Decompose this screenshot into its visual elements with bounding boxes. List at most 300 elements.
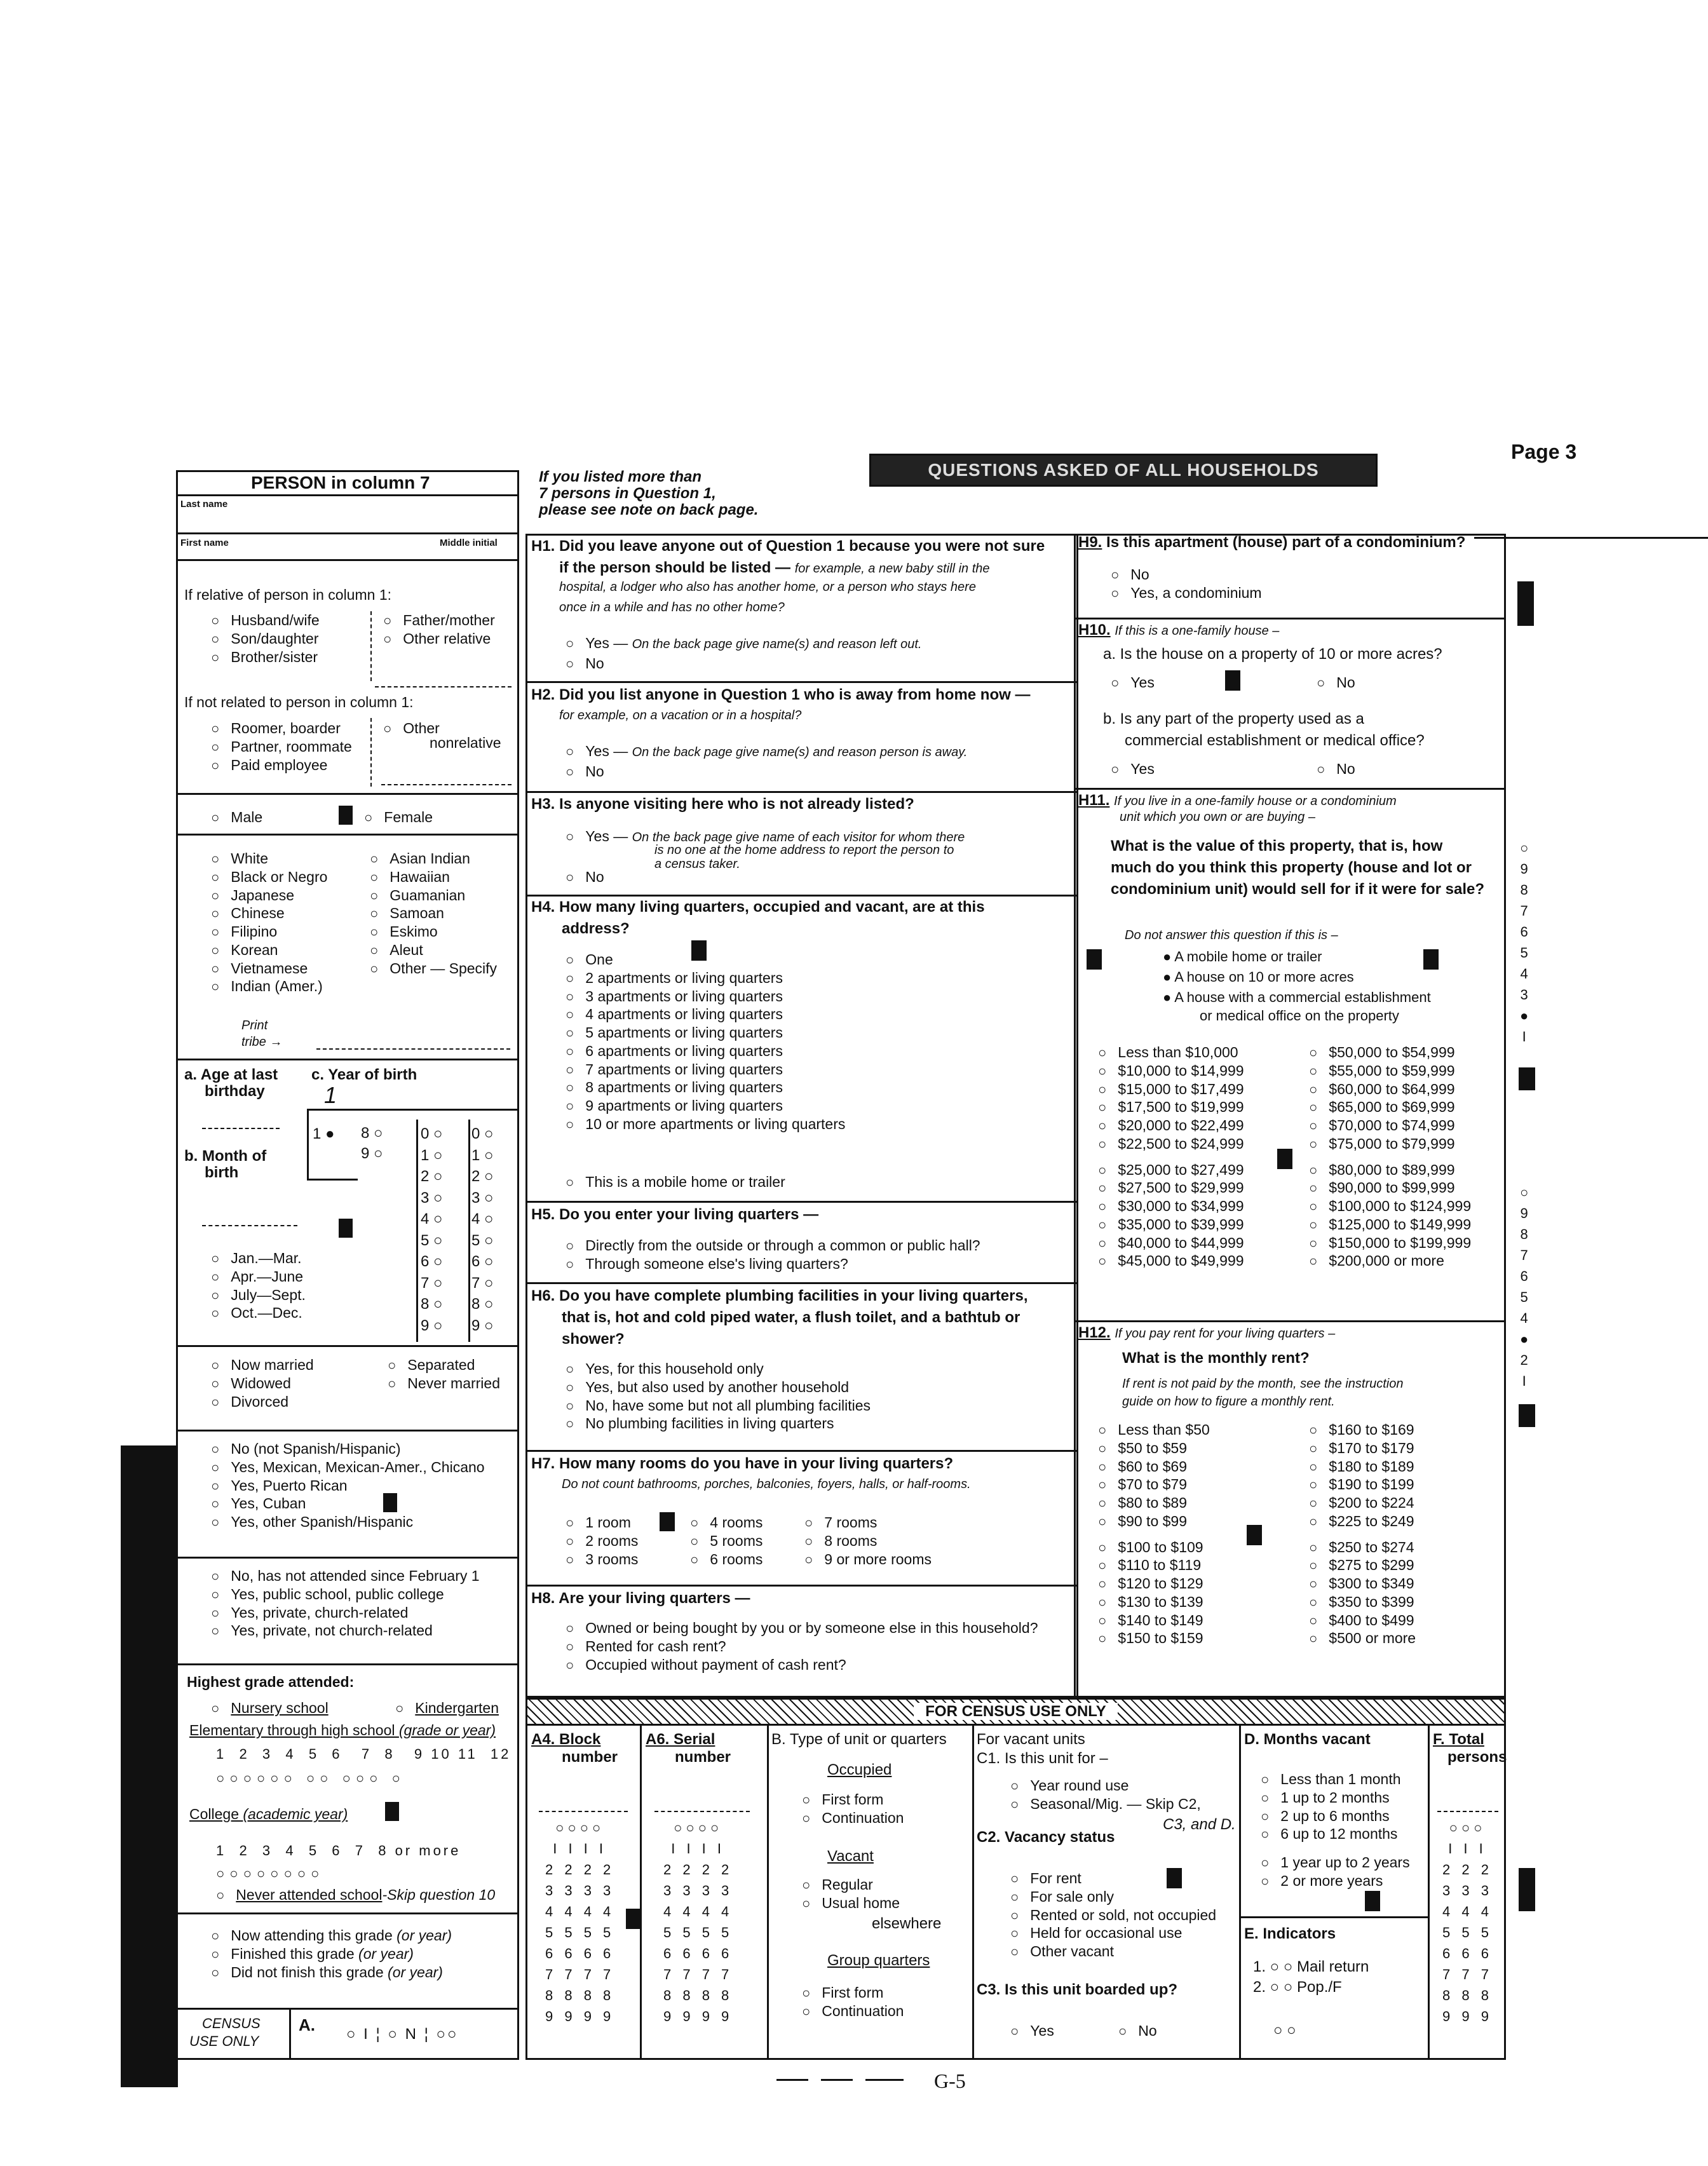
college-circles[interactable]: ○○○○○○○○: [216, 1865, 325, 1881]
c1-options: [1010, 1777, 1201, 1813]
year-digit[interactable]: 9 ○: [421, 1317, 443, 1334]
finished-option[interactable]: [211, 1945, 452, 1963]
h9-option[interactable]: ○ Yes, a condominium: [1111, 584, 1262, 602]
rent-option[interactable]: ○ $50 to $59: [1098, 1439, 1210, 1458]
year-digit[interactable]: 8 ○: [471, 1296, 494, 1313]
c2-option[interactable]: ○ For rent: [1010, 1869, 1216, 1888]
timing-mark: [339, 1219, 353, 1238]
elementary-circles[interactable]: ○○○○○○ ○○ ○○○ ○: [216, 1770, 405, 1786]
marital-right: [388, 1356, 500, 1393]
h2-yes-note: On the back page give name(s) and reason person is away.: [632, 745, 968, 759]
rule: [525, 791, 1078, 793]
h2-no[interactable]: ○ No: [566, 762, 604, 781]
relative-option[interactable]: ○ Son/daughter: [211, 630, 320, 648]
race-option[interactable]: ○ White: [211, 849, 327, 868]
value-option[interactable]: ○ $20,000 to $22,499: [1098, 1116, 1244, 1135]
h10-heading: [1078, 621, 1279, 640]
h9-options: [1111, 565, 1262, 602]
value-option[interactable]: ○ $65,000 to $69,999: [1309, 1098, 1471, 1116]
spanish-option[interactable]: ○ Yes, other Spanish/Hispanic: [211, 1513, 485, 1531]
value-option[interactable]: ○ $125,000 to $149,999: [1309, 1215, 1471, 1234]
redaction-bar: [121, 1445, 178, 2087]
year-digit[interactable]: 2 ○: [471, 1168, 494, 1185]
year-digit[interactable]: 0 ○: [421, 1125, 443, 1142]
census-use-title: FOR CENSUS USE ONLY: [914, 1703, 1118, 1720]
h8-option[interactable]: ○ Occupied without payment of cash rent?: [566, 1656, 1038, 1674]
h10-note: If this is a one-family house –: [1115, 624, 1280, 638]
rent-option[interactable]: ○ $200 to $224: [1309, 1494, 1416, 1512]
h1-note-3: once in a while and has no other home?: [559, 600, 785, 614]
race-option[interactable]: ○ Korean: [211, 941, 327, 959]
rent-option[interactable]: ○ $110 to $119: [1098, 1556, 1210, 1574]
d-option[interactable]: ○ Less than 1 month: [1261, 1770, 1410, 1789]
relative-option[interactable]: ○ Husband/wife: [211, 611, 320, 630]
h5-option[interactable]: ○ Directly from the outside or through a common or public hall?: [566, 1236, 980, 1255]
h12-note: If you pay rent for your living quarters –: [1115, 1327, 1336, 1341]
race-option[interactable]: ○ Other — Specify: [370, 959, 497, 978]
h6-option[interactable]: ○ Yes, but also used by another household: [566, 1378, 871, 1397]
year-digit[interactable]: 5 ○: [471, 1231, 494, 1249]
vacant-option[interactable]: ○ Usual home: [802, 1894, 900, 1912]
a6-label-2: number: [675, 1749, 731, 1766]
race-option[interactable]: ○ Chinese: [211, 904, 327, 923]
school-option[interactable]: ○ Yes, private, church-related: [211, 1604, 480, 1622]
write-in-line: [375, 686, 512, 687]
h8-option[interactable]: ○ Owned or being bought by you or by someone else in this household?: [566, 1619, 1038, 1637]
c1-option[interactable]: ○ Year round use: [1010, 1777, 1201, 1795]
value-option[interactable]: ○ $25,000 to $27,499: [1098, 1161, 1244, 1179]
age-label: a. Age at last: [184, 1066, 278, 1083]
rooms-option[interactable]: ○ 9 or more rooms: [804, 1550, 932, 1569]
year-digit[interactable]: 3 ○: [421, 1189, 443, 1207]
census-use-header: [525, 1698, 1506, 1726]
h4-option[interactable]: ○ 4 apartments or living quarters: [566, 1005, 845, 1024]
rent-option[interactable]: ○ $225 to $249: [1309, 1512, 1416, 1531]
h11-values-left: [1098, 1043, 1244, 1270]
race-option[interactable]: ○ Hawaiian: [370, 868, 497, 886]
h5-option[interactable]: ○ Through someone else's living quarters?: [566, 1255, 980, 1273]
not-related-prompt: If not related to person in column 1:: [184, 694, 414, 710]
h1-question: [531, 538, 1045, 556]
marital-option[interactable]: ○ Divorced: [211, 1393, 314, 1411]
h8-question: [531, 1590, 750, 1608]
d-options: [1261, 1770, 1410, 1890]
h4-mobile[interactable]: ○ This is a mobile home or trailer: [566, 1173, 785, 1191]
never-attended-label: Never attended school: [236, 1886, 383, 1903]
year-digit[interactable]: 1 ○: [421, 1146, 443, 1164]
relative-options: [211, 611, 320, 666]
year-digit[interactable]: 3 ○: [471, 1189, 494, 1207]
occupied-option[interactable]: ○ First form: [802, 1790, 904, 1809]
value-option[interactable]: ○ $35,000 to $39,999: [1098, 1215, 1244, 1234]
marital-option[interactable]: ○ Widowed: [211, 1374, 314, 1393]
year-digit[interactable]: 6 ○: [421, 1253, 443, 1270]
rule: [176, 1430, 519, 1432]
never-attended-option[interactable]: [216, 1886, 495, 1904]
rent-option[interactable]: ○ $60 to $69: [1098, 1458, 1210, 1476]
finished-option[interactable]: [211, 1963, 452, 1982]
value-option[interactable]: ○ $22,500 to $24,999: [1098, 1135, 1244, 1153]
year-digit[interactable]: 5 ○: [421, 1231, 443, 1249]
h1-text-2: if the person should be listed —: [559, 559, 791, 576]
school-options: [211, 1567, 480, 1640]
finished-note: (or year): [396, 1927, 452, 1944]
rule: [525, 1201, 1078, 1203]
f-label-2: persons: [1447, 1749, 1507, 1766]
h12-label: H12.: [1078, 1324, 1111, 1341]
race-option[interactable]: ○ Japanese: [211, 886, 327, 905]
h1-yes-label: Yes —: [585, 635, 628, 651]
vacant-option[interactable]: ○ Regular: [802, 1876, 900, 1894]
rooms-option[interactable]: ○ 4 rooms: [690, 1513, 762, 1532]
h4-label: H4.: [531, 898, 555, 916]
year-digit[interactable]: 8 ○: [421, 1296, 443, 1313]
rent-option[interactable]: ○ $275 to $299: [1309, 1556, 1416, 1574]
h4-option[interactable]: ○ 5 apartments or living quarters: [566, 1024, 845, 1042]
rent-option[interactable]: ○ $250 to $274: [1309, 1538, 1416, 1557]
spanish-option[interactable]: ○ No (not Spanish/Hispanic): [211, 1440, 485, 1458]
relative-option[interactable]: ○ Other relative: [383, 630, 495, 648]
value-option[interactable]: ○ $17,500 to $19,999: [1098, 1098, 1244, 1116]
note-line: 7 persons in Question 1,: [539, 485, 716, 502]
census-a-values[interactable]: ○ I ¦ ○ N ¦ ○○: [346, 2026, 459, 2043]
year-col-line: [468, 1120, 470, 1342]
h4-option[interactable]: ○ 10 or more apartments or living quarters: [566, 1115, 845, 1134]
rent-option[interactable]: ○ $500 or more: [1309, 1629, 1416, 1648]
h6-question: [531, 1287, 1028, 1306]
spanish-option[interactable]: ○ Yes, Puerto Rican: [211, 1477, 485, 1495]
c2-option[interactable]: ○ Held for occasional use: [1010, 1924, 1216, 1942]
value-option[interactable]: ○ $10,000 to $14,999: [1098, 1062, 1244, 1080]
race-option[interactable]: ○ Guamanian: [370, 886, 497, 905]
vacant-elsewhere: elsewhere: [872, 1915, 942, 1932]
d-option[interactable]: ○ 2 or more years: [1261, 1872, 1410, 1890]
marital-option[interactable]: ○ Separated: [388, 1356, 500, 1374]
c1-option[interactable]: ○ Seasonal/Mig. — Skip C2,: [1010, 1795, 1201, 1813]
top-right-rule: [1474, 537, 1708, 539]
col-divider: [640, 1726, 642, 2060]
year-col-1[interactable]: 1 ●: [313, 1125, 335, 1142]
rule: [176, 1059, 519, 1060]
value-option[interactable]: ○ $60,000 to $64,999: [1309, 1080, 1471, 1099]
h3-yes-label: Yes —: [585, 828, 628, 844]
e-indicator-1[interactable]: 1. ○ ○ Mail return: [1253, 1958, 1369, 1975]
h6-label: H6.: [531, 1287, 555, 1304]
h9-option[interactable]: ○ No: [1111, 565, 1262, 584]
h4-option[interactable]: ○ 9 apartments or living quarters: [566, 1097, 845, 1115]
value-option[interactable]: ○ $50,000 to $54,999: [1309, 1043, 1471, 1062]
col-divider: [972, 1726, 974, 2060]
h4-option[interactable]: ○ 6 apartments or living quarters: [566, 1042, 845, 1060]
not-related-other[interactable]: ○ Other: [383, 719, 440, 738]
a4-digits[interactable]: ○○○○ I I I I 2 2 2 2 3 3 3 3 4 4 4 4 5 5 5 5 6 6 6 6 7 7 7 7 8 8 8 8 9 9 9 9: [545, 1820, 615, 2024]
h6-question-2: that is, hot and cold piped water, a flush toilet, and a bathtub or: [562, 1309, 1020, 1326]
h4-option[interactable]: ○ 3 apartments or living quarters: [566, 987, 845, 1006]
h6-option[interactable]: ○ No, have some but not all plumbing facilities: [566, 1397, 871, 1415]
h12-note-3: guide on how to figure a monthly rent.: [1122, 1395, 1335, 1409]
value-option[interactable]: ○ $30,000 to $34,999: [1098, 1197, 1244, 1215]
margin-digits: ○ 9 8 7 6 5 4 ● 2 I: [1520, 1184, 1529, 1389]
h11-bullets: [1163, 947, 1431, 1008]
rooms-option[interactable]: ○ 8 rooms: [804, 1532, 932, 1550]
rooms-option[interactable]: ○ 7 rooms: [804, 1513, 932, 1532]
c3-yes[interactable]: ○ Yes: [1010, 2022, 1054, 2040]
col-divider: [1239, 1726, 1241, 2060]
rent-option[interactable]: ○ $300 to $349: [1309, 1574, 1416, 1593]
year-col-line: [416, 1120, 418, 1342]
h11-question-3: condominium unit) would sell for if it were for sale?: [1111, 881, 1485, 898]
school-option[interactable]: ○ No, has not attended since February 1: [211, 1567, 480, 1585]
d-option[interactable]: ○ 6 up to 12 months: [1261, 1825, 1410, 1843]
h10-b-2: commercial establishment or medical office?: [1125, 732, 1425, 749]
h4-option[interactable]: ○ One: [566, 951, 845, 969]
value-option[interactable]: ○ $55,000 to $59,999: [1309, 1062, 1471, 1080]
rent-option[interactable]: ○ $140 to $149: [1098, 1611, 1210, 1630]
rent-option[interactable]: ○ $350 to $399: [1309, 1593, 1416, 1611]
h2-yes[interactable]: [566, 742, 967, 761]
year-digit[interactable]: 7 ○: [421, 1274, 443, 1292]
b-label: B. Type of unit or quarters: [771, 1731, 947, 1748]
rent-option[interactable]: ○ $80 to $89: [1098, 1494, 1210, 1512]
h10-b-no[interactable]: ○ No: [1317, 760, 1355, 778]
value-option[interactable]: ○ $15,000 to $17,499: [1098, 1080, 1244, 1099]
rooms-option[interactable]: ○ 5 rooms: [690, 1532, 762, 1550]
year-digit[interactable]: 9 ○: [471, 1317, 494, 1334]
nursery-option[interactable]: [211, 1699, 329, 1717]
c2-option[interactable]: ○ For sale only: [1010, 1888, 1216, 1906]
value-option[interactable]: ○ $45,000 to $49,999: [1098, 1252, 1244, 1270]
h3-no[interactable]: ○ No: [566, 868, 604, 886]
rent-option[interactable]: ○ $90 to $99: [1098, 1512, 1210, 1531]
race-option[interactable]: ○ Filipino: [211, 923, 327, 941]
e-indicator-2[interactable]: 2. ○ ○ Pop./F: [1253, 1979, 1342, 1996]
rent-option[interactable]: ○ $70 to $79: [1098, 1475, 1210, 1494]
rent-option[interactable]: ○ $160 to $169: [1309, 1421, 1416, 1439]
sex-female[interactable]: ○ Female: [364, 808, 433, 827]
quarter-option[interactable]: ○ Oct.—Dec.: [211, 1304, 306, 1322]
kindergarten-option[interactable]: [395, 1699, 499, 1717]
h1-yes[interactable]: [566, 634, 921, 653]
h4-option[interactable]: ○ 8 apartments or living quarters: [566, 1078, 845, 1097]
a6-label: A6. Serial: [646, 1731, 715, 1748]
h10-b-yes[interactable]: ○ Yes: [1111, 760, 1155, 778]
race-option[interactable]: ○ Asian Indian: [370, 849, 497, 868]
relative-prompt: If relative of person in column 1:: [184, 586, 391, 603]
d-option[interactable]: ○ 1 year up to 2 years: [1261, 1853, 1410, 1872]
c2-option[interactable]: ○ Rented or sold, not occupied: [1010, 1906, 1216, 1925]
timing-mark: [1087, 949, 1102, 970]
h4-option[interactable]: ○ 2 apartments or living quarters: [566, 969, 845, 987]
h11-values-right: [1309, 1043, 1471, 1270]
rule: [525, 1282, 1078, 1284]
quarter-option[interactable]: ○ Apr.—June: [211, 1268, 306, 1286]
value-option[interactable]: ○ $90,000 to $99,999: [1309, 1179, 1471, 1197]
year-col-2: [361, 1123, 383, 1164]
e-circles[interactable]: ○ ○: [1273, 2022, 1296, 2039]
a6-digits[interactable]: ○○○○ I I I I 2 2 2 2 3 3 3 3 4 4 4 4 5 5 5 5 6 6 6 6 7 7 7 7 8 8 8 8 9 9 9 9: [663, 1820, 733, 2024]
c2-option[interactable]: ○ Other vacant: [1010, 1942, 1216, 1961]
year-birth-digit: 1: [324, 1082, 337, 1108]
year-digit[interactable]: 6 ○: [471, 1253, 494, 1270]
person-header-rule: [176, 494, 519, 496]
h11-note-2: unit which you own or are buying –: [1120, 810, 1315, 824]
bullet-text: A mobile home or trailer: [1174, 949, 1322, 965]
rule: [525, 1585, 1078, 1587]
rooms-option[interactable]: ○ 6 rooms: [690, 1550, 762, 1569]
marital-option[interactable]: ○ Never married: [388, 1374, 500, 1393]
occupied-option[interactable]: ○ Continuation: [802, 1809, 904, 1827]
d-option[interactable]: ○ 2 up to 6 months: [1261, 1807, 1410, 1825]
value-option[interactable]: ○ $40,000 to $44,999: [1098, 1234, 1244, 1252]
rent-option[interactable]: ○ $170 to $179: [1309, 1439, 1416, 1458]
c3-no[interactable]: ○ No: [1118, 2022, 1157, 2040]
h4-options: [566, 951, 845, 1134]
sex-male[interactable]: ○ Male: [211, 808, 262, 827]
year-box-side: [307, 1109, 309, 1179]
h6-question-3: shower?: [562, 1330, 625, 1348]
timing-mark: [1519, 1067, 1535, 1090]
h12-note-2: If rent is not paid by the month, see the instruction: [1122, 1377, 1404, 1391]
h11-heading: [1078, 792, 1397, 810]
rent-option[interactable]: ○ $120 to $129: [1098, 1574, 1210, 1593]
h3-yes-note-3: a census taker.: [654, 857, 740, 871]
write-in-line: [381, 784, 512, 785]
h2-note: for example, on a vacation or in a hospital?: [559, 708, 802, 722]
h7-col-1: [566, 1513, 638, 1568]
group-option[interactable]: ○ First form: [802, 1984, 904, 2002]
h3-text: Is anyone visiting here who is not already listed?: [559, 795, 914, 813]
h8-label: H8.: [531, 1590, 555, 1607]
f-digits[interactable]: ○○○ I I I 2 2 2 3 3 3 4 4 4 5 5 5 6 6 6 7 7 7 8 8 8 9 9 9: [1442, 1820, 1493, 2024]
elementary-numbers: 1 2 3 4 5 6 7 8 9 10 11 12: [216, 1746, 512, 1762]
relative-option[interactable]: ○ Brother/sister: [211, 648, 320, 667]
year-digit[interactable]: 4 ○: [421, 1210, 443, 1228]
age-label-2: birthday: [205, 1083, 265, 1100]
rent-option[interactable]: ○ $100 to $109: [1098, 1538, 1210, 1557]
rule: [525, 895, 1078, 897]
h3-question: [531, 795, 914, 814]
value-option[interactable]: ○ $70,000 to $74,999: [1309, 1116, 1471, 1135]
rooms-option[interactable]: ○ 1 room: [566, 1513, 638, 1532]
h6-option[interactable]: ○ No plumbing facilities in living quarters: [566, 1414, 871, 1433]
race-option[interactable]: ○ Aleut: [370, 941, 497, 959]
year-digit[interactable]: 7 ○: [471, 1274, 494, 1292]
year-digit[interactable]: 4 ○: [471, 1210, 494, 1228]
entry-box: [539, 1811, 628, 1812]
vacant-options: [802, 1876, 900, 1912]
h10-a-no[interactable]: ○ No: [1317, 673, 1355, 692]
school-option[interactable]: ○ Yes, private, not church-related: [211, 1621, 480, 1640]
timing-mark: [1519, 1404, 1535, 1427]
h8-option[interactable]: ○ Rented for cash rent?: [566, 1637, 1038, 1656]
e-label: E. Indicators: [1244, 1925, 1336, 1942]
tribe-write-in: [316, 1048, 510, 1050]
value-option[interactable]: ○ $80,000 to $89,999: [1309, 1161, 1471, 1179]
race-option[interactable]: ○ Samoan: [370, 904, 497, 923]
h9-question: [1078, 534, 1465, 552]
race-option[interactable]: ○ Eskimo: [370, 923, 497, 941]
race-option[interactable]: ○ Black or Negro: [211, 868, 327, 886]
race-option[interactable]: ○ Indian (Amer.): [211, 977, 327, 996]
finished-option[interactable]: [211, 1926, 452, 1945]
census-use-only: CENSUS: [202, 2015, 261, 2031]
h1-yes-note: On the back page give name(s) and reason left out.: [632, 637, 922, 651]
value-option[interactable]: ○ $100,000 to $124,999: [1309, 1197, 1471, 1215]
bullet-text: A house with a commercial establishment: [1174, 989, 1431, 1005]
footer-dash: [865, 2079, 904, 2081]
year-digit[interactable]: 1 ○: [471, 1146, 494, 1164]
first-name-label: First name: [180, 538, 229, 548]
not-related-option[interactable]: ○ Paid employee: [211, 756, 352, 775]
h12-values-right: [1309, 1421, 1416, 1648]
h11-note: If you live in a one-family house or a condominium: [1114, 794, 1397, 808]
not-related-option[interactable]: ○ Roomer, boarder: [211, 719, 352, 738]
rooms-option[interactable]: ○ 3 rooms: [566, 1550, 638, 1569]
value-option[interactable]: ○ $27,500 to $29,999: [1098, 1179, 1244, 1197]
h4-question: [531, 898, 985, 917]
d-option[interactable]: ○ 1 up to 2 months: [1261, 1789, 1410, 1807]
group-label: Group quarters: [827, 1952, 930, 1969]
month-birth-label-2: birth: [205, 1164, 239, 1181]
h4-question-2: address?: [562, 920, 630, 937]
timing-mark: [1247, 1525, 1262, 1545]
rent-option[interactable]: ○ $400 to $499: [1309, 1611, 1416, 1630]
spanish-option[interactable]: ○ Yes, Mexican, Mexican-Amer., Chicano: [211, 1458, 485, 1477]
h1-note-2: hospital, a lodger who also has another home, or a person who stays here: [559, 580, 976, 594]
year-digit[interactable]: 9 ○: [361, 1145, 383, 1162]
value-option[interactable]: ○ $150,000 to $199,999: [1309, 1234, 1471, 1252]
marital-option[interactable]: ○ Now married: [211, 1356, 314, 1374]
bullet-text: A house on 10 or more acres: [1174, 969, 1354, 985]
not-related-option[interactable]: ○ Partner, roommate: [211, 738, 352, 756]
spanish-option[interactable]: ○ Yes, Cuban: [211, 1494, 485, 1513]
rooms-option[interactable]: ○ 2 rooms: [566, 1532, 638, 1550]
h1-text: Did you leave anyone out of Question 1 because you were not sure: [559, 538, 1045, 555]
h6-option[interactable]: ○ Yes, for this household only: [566, 1360, 871, 1378]
rule: [525, 681, 1078, 683]
timing-mark: [383, 1493, 397, 1512]
rent-option[interactable]: ○ $150 to $159: [1098, 1629, 1210, 1648]
rent-option[interactable]: ○ $180 to $189: [1309, 1458, 1416, 1476]
rent-option[interactable]: ○ Less than $50: [1098, 1421, 1210, 1439]
h1-no[interactable]: ○ No: [566, 654, 604, 673]
race-option[interactable]: ○ Vietnamese: [211, 959, 327, 978]
quarter-option[interactable]: ○ Jan.—Mar.: [211, 1249, 306, 1268]
college-text: College: [189, 1806, 239, 1822]
not-related-options: [211, 719, 352, 774]
value-option[interactable]: ○ Less than $10,000: [1098, 1043, 1244, 1062]
college-numbers: 1 2 3 4 5 6 7 8 or more: [216, 1843, 461, 1858]
relative-option[interactable]: ○ Father/mother: [383, 611, 495, 630]
note-line: If you listed more than: [539, 468, 702, 485]
rent-option[interactable]: ○ $190 to $199: [1309, 1475, 1416, 1494]
rule: [176, 1345, 519, 1347]
print-tribe-label: Print: [241, 1019, 268, 1032]
quarter-option[interactable]: ○ July—Sept.: [211, 1286, 306, 1304]
rent-option[interactable]: ○ $130 to $139: [1098, 1593, 1210, 1611]
year-digit[interactable]: 0 ○: [471, 1125, 494, 1142]
year-digit[interactable]: 2 ○: [421, 1168, 443, 1185]
value-option[interactable]: ○ $75,000 to $79,999: [1309, 1135, 1471, 1153]
year-digit[interactable]: 8 ○: [361, 1125, 383, 1142]
school-option[interactable]: ○ Yes, public school, public college: [211, 1585, 480, 1604]
group-option[interactable]: ○ Continuation: [802, 2002, 904, 2020]
h10-a-yes[interactable]: ○ Yes: [1111, 673, 1155, 692]
h4-option[interactable]: ○ 7 apartments or living quarters: [566, 1060, 845, 1079]
value-option[interactable]: ○ $200,000 or more: [1309, 1252, 1471, 1270]
not-related-other-2: nonrelative: [430, 734, 501, 751]
h5-label: H5.: [531, 1206, 555, 1223]
